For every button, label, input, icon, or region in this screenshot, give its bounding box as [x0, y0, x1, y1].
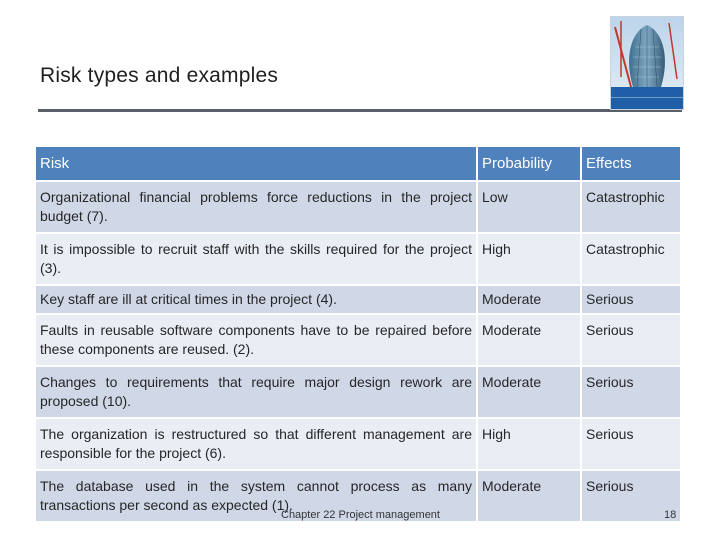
table-row: [36, 315, 680, 365]
effects-cell: Catastrophic: [582, 234, 680, 284]
risk-cell: Organizational financial problems force reductions in the project budget (7).: [36, 182, 476, 232]
probability-cell: Moderate: [478, 471, 580, 521]
book-cover-image: [610, 16, 684, 110]
header-probability: Probability: [478, 147, 580, 180]
effects-cell: Catastrophic: [582, 182, 680, 232]
header-effects: Effects: [582, 147, 680, 180]
title-rule: [38, 109, 682, 112]
probability-cell: Low: [478, 182, 580, 232]
probability-cell: High: [478, 234, 580, 284]
table-header-row: [36, 147, 680, 180]
page-number: 18: [664, 509, 677, 521]
probability-cell: Moderate: [478, 286, 580, 313]
risk-cell: It is impossible to recruit staff with the skills required for the project (3).: [36, 234, 476, 284]
table-row: [36, 182, 680, 232]
risk-table: [34, 145, 682, 523]
table-row: [36, 419, 680, 469]
effects-cell: Serious: [582, 471, 680, 521]
effects-cell: Serious: [582, 315, 680, 365]
risk-cell: Key staff are ill at critical times in the project (4).: [36, 286, 476, 313]
table-row: [36, 286, 680, 313]
risk-cell: The database used in the system cannot process as many transactions per second as expected (1).: [36, 471, 476, 521]
risk-cell: Changes to requirements that require major design rework are proposed (10).: [36, 367, 476, 417]
table-row: [36, 367, 680, 417]
footer-chapter-text: Chapter 22 Project management: [281, 509, 440, 521]
effects-cell: Serious: [582, 419, 680, 469]
table-row: [36, 234, 680, 284]
risk-cell: The organization is restructured so that different management are responsible for the project (6).: [36, 419, 476, 469]
effects-cell: Serious: [582, 286, 680, 313]
header-risk: Risk: [36, 147, 476, 180]
probability-cell: Moderate: [478, 367, 580, 417]
risk-cell: Faults in reusable software components have to be repaired before these components are reused. (2).: [36, 315, 476, 365]
probability-cell: Moderate: [478, 315, 580, 365]
probability-cell: High: [478, 419, 580, 469]
effects-cell: Serious: [582, 367, 680, 417]
slide-title: Risk types and examples: [40, 64, 279, 87]
